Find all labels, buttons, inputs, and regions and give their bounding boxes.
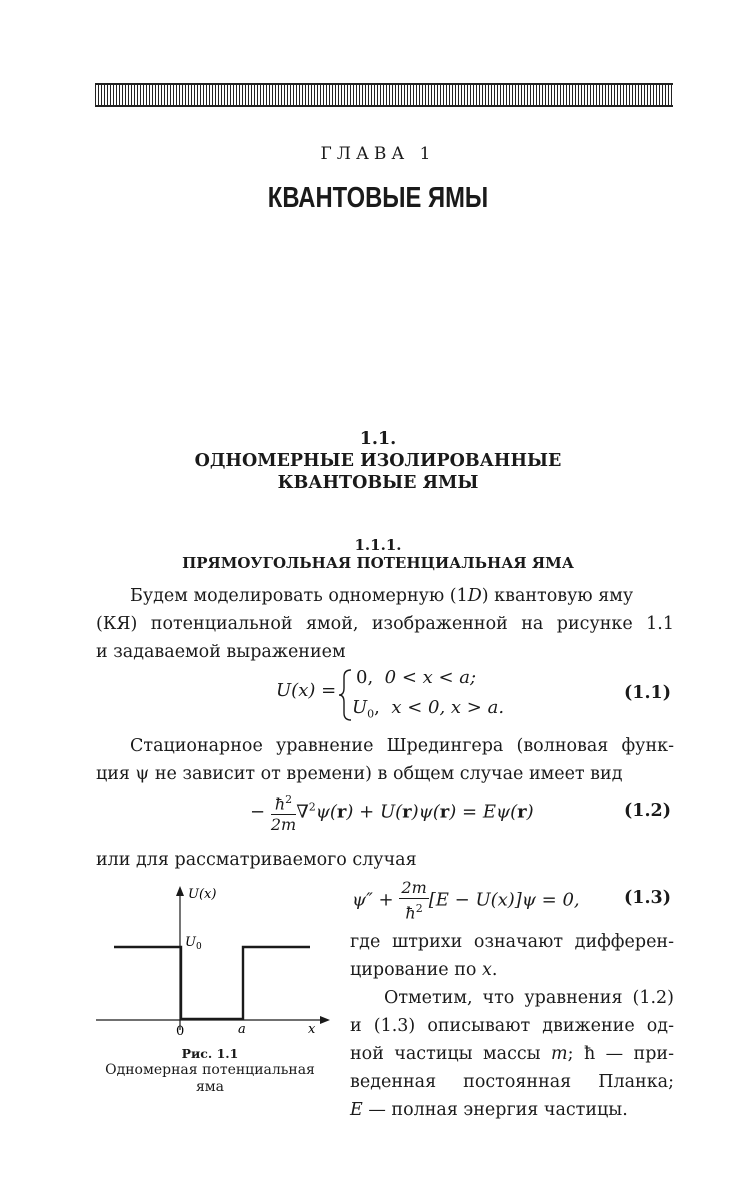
chapter-label: ГЛАВА 1: [320, 144, 436, 164]
eq2-fraction: $\frac{ħ^2}{2m}$: [271, 790, 296, 835]
right-text-line-3: Отметим, что уравнения (1.2): [384, 988, 674, 1008]
x-axis-arrow: [320, 1016, 330, 1024]
decorative-header-bar: [95, 83, 673, 107]
right-text-line-4: и (1.3) описывают движение од-: [350, 1016, 674, 1036]
paragraph-1-line-2: (КЯ) потенциальной ямой, изображенной на рисунке 1.1: [96, 614, 674, 634]
figure-caption: [90, 1045, 330, 1096]
eq1-lhs: U(x) =: [276, 680, 337, 701]
y-axis-arrow: [176, 886, 184, 896]
paragraph-3-line-1: или для рассматриваемого случая: [96, 850, 417, 870]
section-title-line2: КВАНТОВЫЕ ЯМЫ: [277, 473, 479, 493]
eq3-number: (1.3): [624, 888, 672, 908]
chapter-title: КВАНТОВЫЕ ЯМЫ: [267, 182, 489, 214]
origin-label: 0: [176, 1024, 185, 1039]
right-text-line-1: где штрихи означают дифферен-: [350, 932, 674, 952]
equation-1-2: − $\frac{ħ^2}{2m}$ ∇$^2$ψ(r) + U(r)ψ(r) = Eψ(r): [250, 790, 534, 835]
u0-label: $U_0$: [185, 935, 202, 952]
right-text-line-5: ной частицы массы m; ħ — при-: [350, 1044, 674, 1064]
paragraph-3: [96, 846, 674, 874]
a-label: a: [238, 1022, 246, 1037]
eq1-case-1: 0, 0 < x < a;: [356, 667, 477, 688]
y-axis-label: U(x): [188, 887, 217, 902]
right-text-line-7: E — полная энергия частицы.: [350, 1100, 628, 1120]
section-title-line1: ОДНОМЕРНЫЕ ИЗОЛИРОВАННЫЕ: [194, 451, 562, 471]
paragraph-2: [96, 732, 674, 788]
subsection-title: ПРЯМОУГОЛЬНАЯ ПОТЕНЦИАЛЬНАЯ ЯМА: [182, 554, 574, 572]
eq1-number: (1.1): [624, 683, 672, 703]
eq2-number: (1.2): [624, 801, 672, 821]
figure-potential-well: [90, 880, 340, 1040]
section-number: 1.1.: [359, 429, 397, 449]
x-axis-label: x: [308, 1022, 316, 1037]
figure-caption-line1: Одномерная потенциальная: [105, 1062, 315, 1078]
right-text-line-2: цирование по x.: [350, 960, 498, 980]
right-text-line-6: веденная постоянная Планка;: [350, 1072, 674, 1092]
paragraph-2-line-2: ция ψ не зависит от времени) в общем случае имеет вид: [96, 764, 623, 784]
well-profile: [114, 947, 310, 1019]
paragraph-1: [96, 582, 674, 666]
paragraph-1-line-1: Будем моделировать одномерную (1D) квантовую яму: [130, 586, 634, 606]
right-column-text: [350, 928, 674, 1124]
eq1-case-2: $U_0$, x < 0, x > a.: [352, 697, 505, 721]
paragraph-2-line-1: Стационарное уравнение Шредингера (волновая функ-: [130, 736, 674, 756]
figure-caption-label: Рис. 1.1: [181, 1046, 239, 1061]
equation-1-3: ψ″ + $\frac{2m}{ħ^2}$ [E − U(x)]ψ = 0,: [352, 878, 580, 923]
paragraph-1-line-3: и задаваемой выражением: [96, 642, 346, 662]
subsection-number: 1.1.1.: [354, 536, 402, 554]
figure-caption-line2: яма: [195, 1079, 225, 1095]
eq3-fraction: $\frac{2m}{ħ^2}$: [401, 878, 427, 923]
